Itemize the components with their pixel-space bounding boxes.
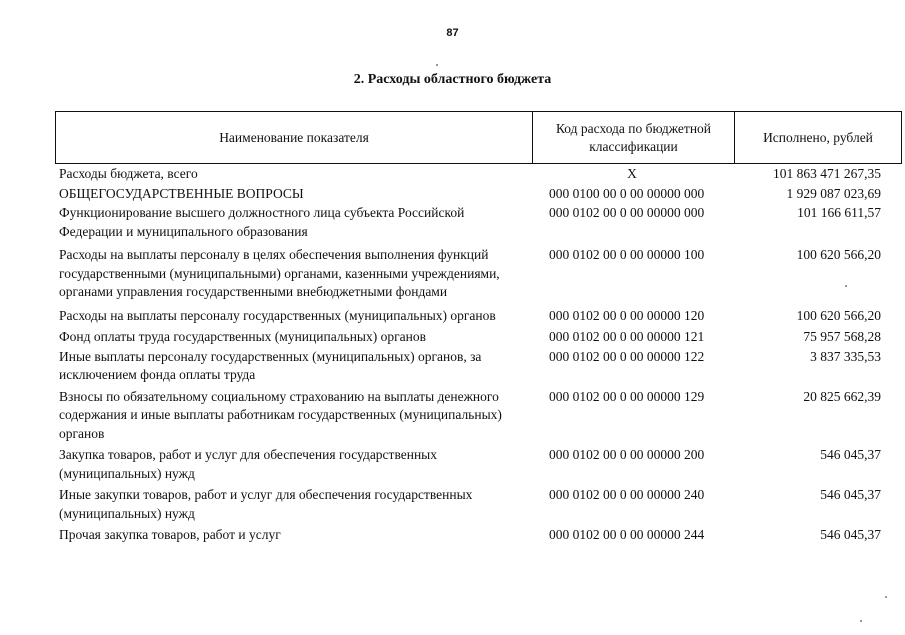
row-amount: 100 620 566,20 — [796, 247, 881, 262]
table-row — [59, 486, 881, 523]
table-row — [59, 526, 881, 545]
scan-speck — [436, 64, 438, 66]
row-amount: 546 045,37 — [820, 487, 881, 502]
row-code: 000 0102 00 0 00 00000 120 — [549, 307, 705, 323]
page-number: 87 — [446, 27, 459, 39]
row-name: Расходы бюджета, всего — [59, 166, 198, 181]
header-amount: Исполнено, рублей — [763, 129, 873, 145]
row-amount: 75 957 568,28 — [803, 329, 881, 344]
row-amount: 546 045,37 — [820, 447, 881, 462]
row-amount: 3 837 335,53 — [810, 348, 881, 364]
table-row — [59, 204, 881, 241]
row-name: Иные выплаты персоналу государственных (муниципальных) органов, за исключением фонда оплаты труда — [59, 348, 482, 382]
row-code: 000 0102 00 0 00 00000 240 — [549, 487, 705, 502]
table-row — [59, 388, 881, 444]
row-code: 000 0102 00 0 00 00000 129 — [549, 388, 705, 404]
table-row — [59, 328, 881, 347]
row-code: 000 0102 00 0 00 00000 100 — [549, 247, 705, 262]
scan-speck — [845, 285, 847, 287]
row-name: Прочая закупка товаров, работ и услуг — [59, 527, 281, 542]
row-code: 000 0100 00 0 00 00000 000 — [549, 185, 705, 201]
table-body — [59, 165, 881, 547]
row-code: 000 0102 00 0 00 00000 121 — [549, 329, 705, 344]
row-name: Взносы по обязательному социальному страхованию на выплаты денежного содержания и иные выплаты работникам государственных (муниципальных) органов — [59, 388, 502, 441]
row-amount: 20 825 662,39 — [803, 388, 881, 404]
header-code: Код расхода по бюджетной классификации — [533, 112, 735, 163]
row-name: Функционирование высшего должностного лица субъекта Российской Федерации и муниципального образования — [59, 205, 465, 239]
row-name: Фонд оплаты труда государственных (муниципальных) органов — [59, 329, 426, 344]
row-name: Закупка товаров, работ и услуг для обеспечения государственных (муниципальных) нужд — [59, 447, 438, 481]
row-name: ОБЩЕГОСУДАРСТВЕННЫЕ ВОПРОСЫ — [59, 185, 304, 201]
table-row — [59, 348, 881, 385]
table-row — [59, 165, 881, 184]
table-row — [59, 446, 881, 483]
row-code: 000 0102 00 0 00 00000 122 — [549, 348, 705, 364]
table-header — [55, 111, 902, 164]
table-row — [59, 185, 881, 204]
row-amount: 1 929 087 023,69 — [786, 185, 881, 201]
row-code: 000 0102 00 0 00 00000 200 — [549, 447, 705, 462]
row-amount: 101 863 471 267,35 — [773, 166, 881, 181]
row-amount: 100 620 566,20 — [796, 307, 881, 323]
section-title: 2. Расходы областного бюджета — [353, 72, 552, 87]
row-name: Расходы на выплаты персоналу государственных (муниципальных) органов — [59, 307, 496, 323]
row-name: Расходы на выплаты персоналу в целях обеспечения выполнения функций государственными (муниципальными) органами, казенными учреждениями, органами управления государственными внебюджетными фондами — [59, 247, 500, 299]
row-code: 000 0102 00 0 00 00000 000 — [549, 205, 705, 220]
row-name: Иные закупки товаров, работ и услуг для обеспечения государственных (муниципальных) нужд — [59, 487, 473, 521]
row-amount: 546 045,37 — [820, 527, 881, 542]
table-row — [59, 246, 881, 302]
scan-speck — [860, 620, 862, 622]
scan-speck — [885, 596, 887, 598]
table-row — [59, 307, 881, 326]
row-code: X — [627, 166, 637, 181]
header-name: Наименование показателя — [56, 112, 533, 163]
row-amount: 101 166 611,57 — [797, 205, 881, 220]
row-code: 000 0102 00 0 00 00000 244 — [549, 527, 705, 542]
